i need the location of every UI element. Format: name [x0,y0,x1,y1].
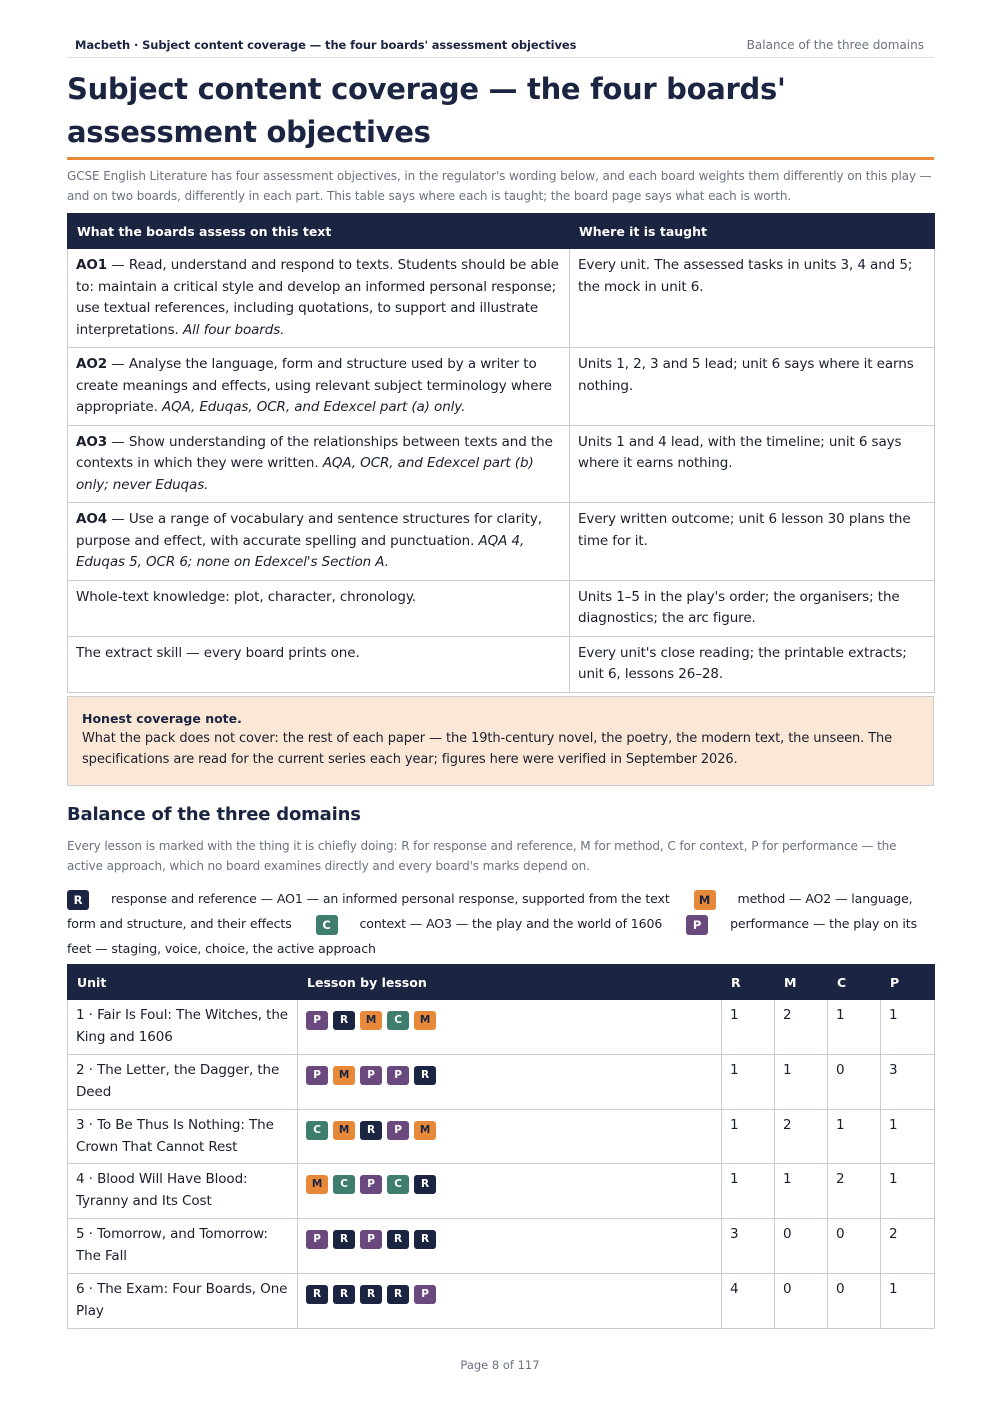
objective-boards: All four boards. [182,321,285,338]
unit-name-cell: 1 · Fair Is Foul: The Witches, the King and 1606 [68,1000,298,1055]
table-row [68,1110,935,1164]
table-header-row [68,214,935,249]
unit-name-cell: 6 · The Exam: Four Boards, One Play [68,1274,298,1329]
table-row [68,503,935,581]
lesson-badge-m: M [333,1066,355,1085]
lesson-badges-cell [298,1110,722,1164]
column-header-r: R [722,965,775,1000]
objective-boards: AQA 4, Eduqas 5, OCR 6; none on Edexcel's Section A. [76,532,525,570]
count-m-cell: 0 [775,1219,828,1274]
count-p-cell: 1 [881,1110,935,1164]
lesson-badge-r: R [360,1121,382,1140]
lesson-badge-c: C [387,1175,409,1194]
objective-text: — Use a range of vocabulary and sentence structures for clarity, purpose and effect, with accurate spelling and punctuation. [76,511,542,549]
table-row [68,636,935,692]
lesson-badge-p: P [306,1066,328,1085]
count-c-cell: 2 [828,1164,881,1219]
count-c-cell: 0 [828,1219,881,1274]
count-r-cell: 1 [722,1055,775,1110]
intro-paragraph: GCSE English Literature has four assessment objectives, in the regulator's wording below, and each board weights them differently on this play — and on two boards, differently in each part. This table says where each is taught; the board page says what each is worth. [67,169,932,203]
lesson-badge-r: R [306,1285,328,1304]
table-row [68,249,935,348]
count-m-cell: 2 [775,1110,828,1164]
count-p-cell: 2 [881,1219,935,1274]
objective-code: AO4 [76,511,108,527]
lesson-badge-c: C [306,1121,328,1140]
assessed-cell [68,348,570,426]
lesson-badge-r: R [360,1285,382,1304]
lesson-badges [306,1005,713,1031]
unit-name-cell: 4 · Blood Will Have Blood: Tyranny and Its Cost [68,1164,298,1219]
lesson-badge-r: R [414,1230,436,1249]
lesson-badge-p: P [360,1230,382,1249]
lesson-badge-p: P [306,1230,328,1249]
lesson-badges-cell [298,1219,722,1274]
unit-name-cell: 2 · The Letter, the Dagger, the Deed [68,1055,298,1110]
lesson-badge-r: R [333,1230,355,1249]
objective-text: — Show understanding of the relationships between texts and the contexts in which they were written. [76,433,553,471]
assessed-cell [68,249,570,348]
lesson-badges [306,1224,713,1250]
lesson-badge-r: R [414,1066,436,1085]
title-rule [67,157,934,160]
count-c-cell: 0 [828,1055,881,1110]
lesson-badge-p: P [306,1011,328,1030]
lesson-badge-c: C [333,1175,355,1194]
lesson-badge-r: R [333,1285,355,1304]
count-p-cell: 1 [881,1164,935,1219]
count-c-cell: 0 [828,1274,881,1329]
count-m-cell: 1 [775,1164,828,1219]
count-r-cell: 3 [722,1219,775,1274]
table-row [68,348,935,426]
lesson-badge-m: M [414,1121,436,1140]
lesson-badges-cell [298,1055,722,1110]
running-head-title: Macbeth · Subject content coverage — the four boards' assessment objectives [75,38,577,52]
objective-text: The extract skill — every board prints one. [76,644,360,661]
column-header-lessons: Lesson by lesson [298,965,722,1000]
table-row [68,425,935,503]
lesson-badges [306,1279,713,1305]
taught-cell: Units 1 and 4 lead, with the timeline; unit 6 says where it earns nothing. [570,425,935,503]
taught-cell: Units 1, 2, 3 and 5 lead; unit 6 says where it earns nothing. [570,348,935,426]
section-heading: Balance of the three domains [67,804,361,825]
lesson-badge-r: R [387,1285,409,1304]
page-title: Subject content coverage — the four boards' assessment objectives [67,72,786,149]
lesson-badges-cell [298,1164,722,1219]
unit-balance-table [67,964,935,1329]
coverage-note-text: What the pack does not cover: the rest of each paper — the 19th-century novel, the poetry, the modern text, the unseen. The specifications are read for the current series each year; figures here were verified in September 2026. [82,731,893,767]
lesson-badge-m: M [306,1175,328,1194]
running-head [67,38,934,58]
taught-cell: Units 1–5 in the play's order; the organisers; the diagnostics; the arc figure. [570,580,935,636]
objective-text: — Read, understand and respond to texts. Students should be able to: maintain a critical style and develop an informed personal response; use textual references, including quotations, to support and illustrate interpretations. [76,257,559,338]
count-p-cell: 1 [881,1000,935,1055]
count-c-cell: 1 [828,1000,881,1055]
objective-text: Whole-text knowledge: plot, character, chronology. [76,588,416,605]
lesson-badge-c: C [387,1011,409,1030]
lesson-badges [306,1115,713,1141]
table-row [68,1164,935,1219]
lesson-badges [306,1060,713,1086]
lesson-badge-p: P [360,1175,382,1194]
page-number: Page 8 of 117 [460,1358,540,1372]
assessed-cell [68,503,570,581]
count-p-cell: 1 [881,1274,935,1329]
lesson-badge-p: P [414,1285,436,1304]
objective-text: — Analyse the language, form and structure used by a writer to create meanings and effects, using relevant subject terminology where appropriate. [76,356,552,415]
legend-item-r [67,891,670,906]
legend-text: response and reference — AO1 — an informed personal response, supported from the text [111,891,670,906]
objective-code: AO3 [76,433,108,450]
legend-text: performance — the play on its feet — staging, voice, choice, the active approach [67,916,918,956]
count-r-cell: 1 [722,1000,775,1055]
balance-intro: Every lesson is marked with the thing it is chiefly doing: R for response and reference, M for method, C for context, P for performance — the active approach, which no board examines directly and every board's marks depend on. [67,839,897,873]
table-row [68,1055,935,1110]
lesson-badge-r: R [333,1011,355,1030]
objective-boards: AQA, OCR, and Edexcel part (b) only; never Eduqas. [76,455,534,493]
column-header-m: M [775,965,828,1000]
legend-text: context — AO3 — the play and the world of 1606 [359,916,663,931]
assessment-objectives-table [67,213,935,693]
taught-cell: Every unit. The assessed tasks in units 3, 4 and 5; the mock in unit 6. [570,249,935,348]
table-row [68,580,935,636]
assessed-cell [68,425,570,503]
unit-name-cell: 5 · Tomorrow, and Tomorrow: The Fall [68,1219,298,1274]
domain-legend [67,886,934,961]
legend-badge-p: P [686,915,708,935]
lesson-badge-p: P [360,1066,382,1085]
lesson-badges-cell [298,1000,722,1055]
lesson-badge-r: R [414,1175,436,1194]
table-row [68,1274,935,1329]
column-header-taught: Where it is taught [570,214,935,249]
lesson-badge-r: R [387,1230,409,1249]
running-head-section: Balance of the three domains [746,38,924,52]
unit-name-cell: 3 · To Be Thus Is Nothing: The Crown That Cannot Rest [68,1110,298,1164]
table-header-row [68,965,935,1000]
objective-code: AO2 [76,356,108,372]
count-m-cell: 2 [775,1000,828,1055]
count-r-cell: 1 [722,1164,775,1219]
taught-cell: Every written outcome; unit 6 lesson 30 plans the time for it. [570,503,935,581]
count-m-cell: 1 [775,1055,828,1110]
assessed-cell [68,580,570,636]
legend-item-c [296,916,663,931]
legend-text: method — AO2 — language, form and structure, and their effects [67,891,913,931]
lesson-badge-m: M [414,1011,436,1030]
lesson-badge-m: M [360,1011,382,1030]
assessed-cell [68,636,570,692]
column-header-c: C [828,965,881,1000]
taught-cell: Every unit's close reading; the printable extracts; unit 6, lessons 26–28. [570,636,935,692]
lesson-badge-p: P [387,1121,409,1140]
lesson-badges [306,1169,713,1195]
column-header-unit: Unit [68,965,298,1000]
objective-boards: AQA, Eduqas, OCR, and Edexcel part (a) only. [161,399,466,415]
table-row [68,1219,935,1274]
coverage-note-title: Honest coverage note. [82,711,242,726]
column-header-p: P [881,965,935,1000]
column-header-assessed: What the boards assess on this text [68,214,570,249]
objective-code: AO1 [76,257,108,273]
legend-badge-r: R [67,890,89,910]
coverage-note [67,696,934,786]
count-c-cell: 1 [828,1110,881,1164]
lesson-badges-cell [298,1274,722,1329]
count-r-cell: 1 [722,1110,775,1164]
legend-badge-m: M [694,890,716,910]
table-row [68,1000,935,1055]
count-r-cell: 4 [722,1274,775,1329]
lesson-badge-p: P [387,1066,409,1085]
count-p-cell: 3 [881,1055,935,1110]
count-m-cell: 0 [775,1274,828,1329]
legend-badge-c: C [316,915,338,935]
lesson-badge-m: M [333,1121,355,1140]
